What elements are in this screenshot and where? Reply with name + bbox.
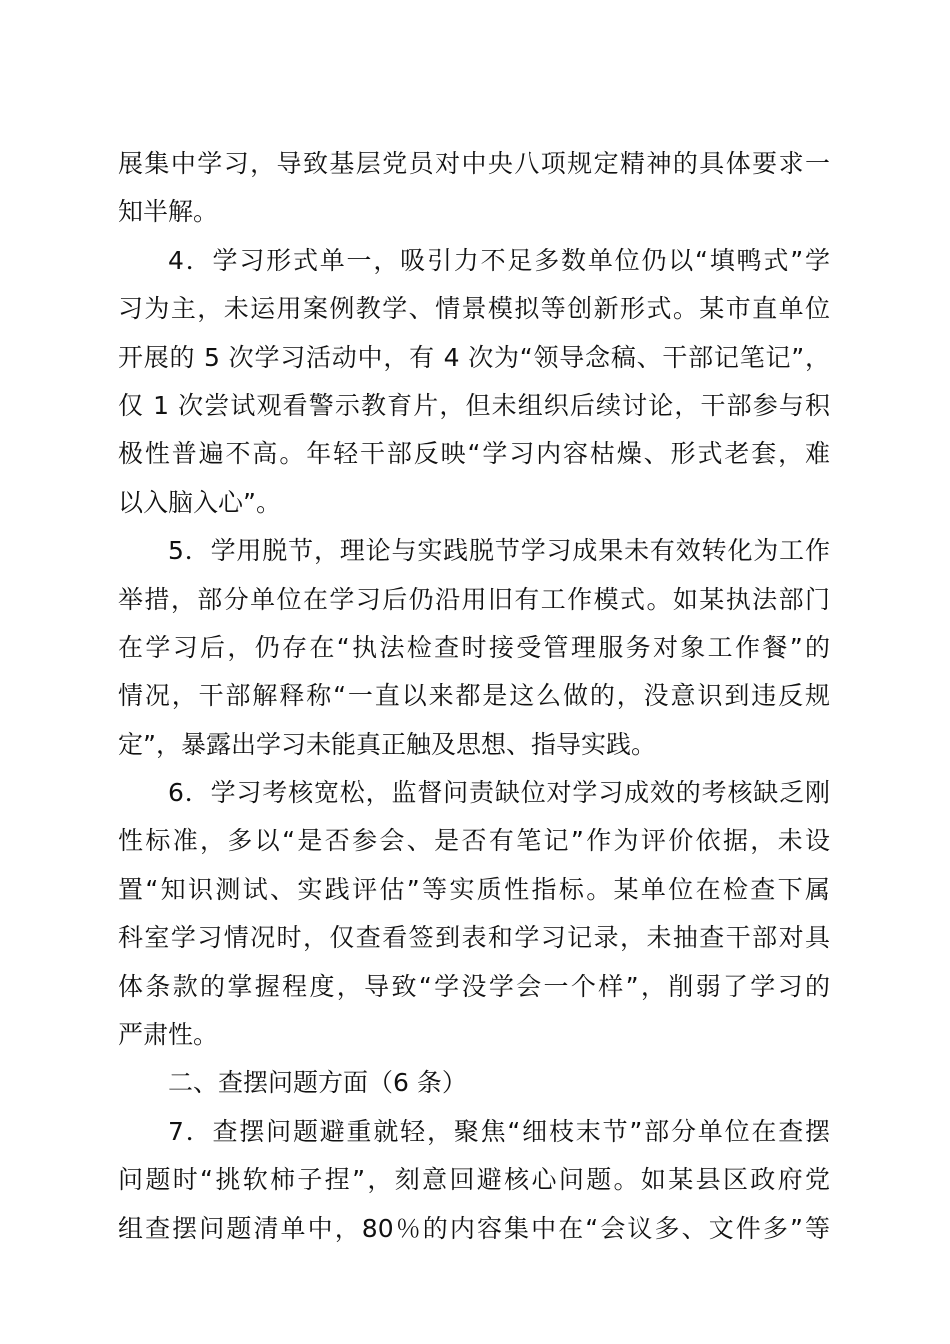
text-line: 知半解。 [118, 197, 219, 227]
text-line: 以入脑入心”。 [118, 487, 281, 517]
text-line: 情况，干部解释称“一直以来都是这么做的，没意识到违反规 [118, 681, 830, 711]
paragraph-first-line: 6．学习考核宽松，监督问责缺位对学习成效的考核缺乏刚 [168, 778, 830, 808]
paragraph-first-line: 4．学习形式单一，吸引力不足多数单位仍以“填鸭式”学 [168, 245, 830, 275]
text-line: 极性普遍不高。年轻干部反映“学习内容枯燥、形式老套，难 [118, 439, 830, 469]
text-line: 置“知识测试、实践评估”等实质性指标。某单位在检查下属 [118, 874, 830, 904]
text-line: 严肃性。 [118, 1020, 219, 1050]
section-heading: 二、查摆问题方面（6 条） [168, 1068, 467, 1098]
text-line: 举措，部分单位在学习后仍沿用旧有工作模式。如某执法部门 [118, 584, 830, 614]
text-line: 性标准，多以“是否参会、是否有笔记”作为评价依据，未设 [118, 826, 830, 856]
text-line: 定”，暴露出学习未能真正触及思想、指导实践。 [118, 729, 656, 759]
text-line: 习为主，未运用案例教学、情景模拟等创新形式。某市直单位 [118, 294, 830, 324]
text-line: 组查摆问题清单中，80％的内容集中在“会议多、文件多”等 [118, 1213, 830, 1243]
paragraph-first-line: 5．学用脱节，理论与实践脱节学习成果未有效转化为工作 [168, 536, 830, 566]
text-line: 体条款的掌握程度，导致“学没学会一个样”，削弱了学习的 [118, 971, 830, 1001]
text-line: 在学习后，仍存在“执法检查时接受管理服务对象工作餐”的 [118, 632, 830, 662]
text-line: 展集中学习，导致基层党员对中央八项规定精神的具体要求一 [118, 149, 830, 178]
paragraph-first-line: 7．查摆问题避重就轻，聚焦“细枝末节”部分单位在查摆 [168, 1116, 830, 1146]
text-line: 开展的 5 次学习活动中，有 4 次为“领导念稿、干部记笔记”， [118, 342, 830, 372]
text-line: 仅 1 次尝试观看警示教育片，但未组织后续讨论，干部参与积 [118, 390, 830, 420]
text-line: 问题时“挑软柿子捏”，刻意回避核心问题。如某县区政府党 [118, 1165, 830, 1195]
document-page [118, 140, 830, 1253]
text-line: 科室学习情况时，仅查看签到表和学习记录，未抽查干部对具 [118, 923, 830, 953]
